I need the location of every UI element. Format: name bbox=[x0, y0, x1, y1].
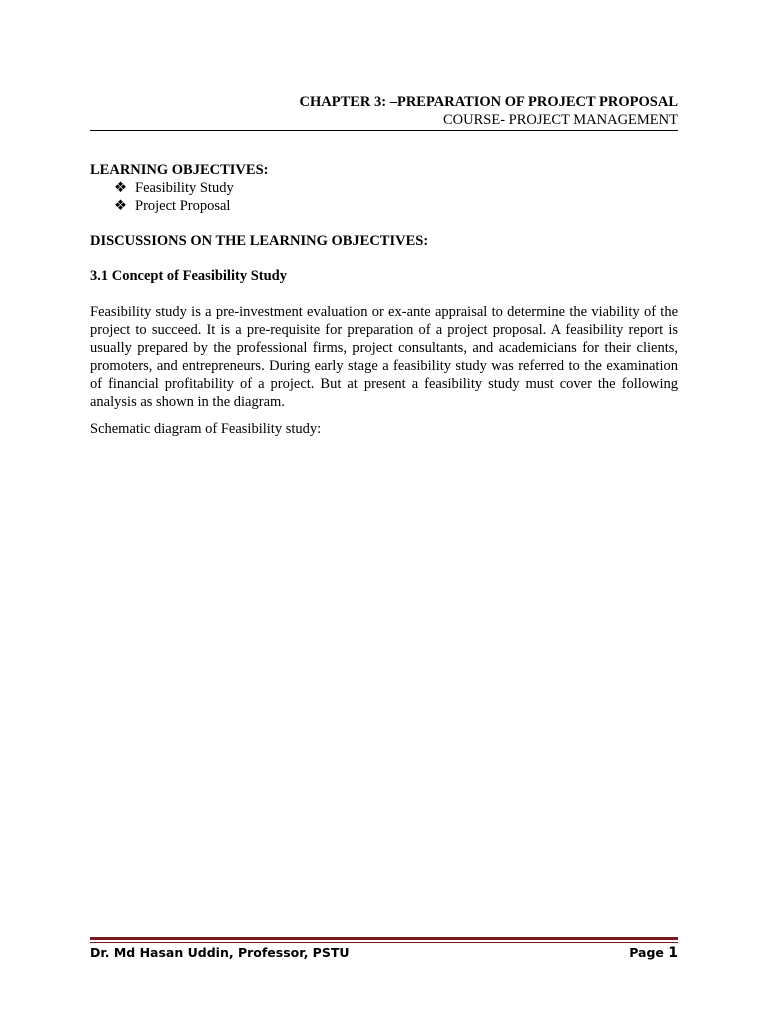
page-number: 1 bbox=[668, 945, 678, 961]
page-body bbox=[90, 161, 678, 438]
header-divider bbox=[90, 130, 678, 131]
course-title: COURSE- PROJECT MANAGEMENT bbox=[443, 112, 678, 128]
footer-divider-thin bbox=[90, 942, 678, 943]
learning-objectives-list bbox=[90, 179, 678, 215]
diamond-bullet-icon: ❖ bbox=[114, 180, 127, 196]
body-paragraph: Feasibility study is a pre-investment evaluation or ex-ante appraisal to determine the viability of the project to succeed. It is a pre-requisite for preparation of a project proposal. A feasibility report is usually prepared by the professional firms, project consultants, and academicians for their clients, promoters, and entrepreneurs. During early stage a feasibility study was referred to the examination of financial profitability of a project. But at present a feasibility study must cover the following analysis as shown in the diagram. bbox=[90, 304, 678, 410]
page-label: Page bbox=[629, 945, 664, 960]
diagram-caption: Schematic diagram of Feasibility study: bbox=[90, 421, 322, 437]
page-header bbox=[90, 93, 678, 129]
footer-author: Dr. Md Hasan Uddin, Professor, PSTU bbox=[90, 945, 350, 960]
section-heading: 3.1 Concept of Feasibility Study bbox=[90, 268, 287, 284]
list-item bbox=[114, 179, 678, 197]
list-item-label: Feasibility Study bbox=[135, 180, 234, 196]
discussions-heading: DISCUSSIONS ON THE LEARNING OBJECTIVES: bbox=[90, 233, 429, 249]
diamond-bullet-icon: ❖ bbox=[114, 198, 127, 214]
list-item-label: Project Proposal bbox=[135, 198, 231, 214]
chapter-title: CHAPTER 3: –PREPARATION OF PROJECT PROPOSAL bbox=[299, 94, 678, 110]
page-footer bbox=[90, 944, 678, 962]
learning-objectives-heading: LEARNING OBJECTIVES: bbox=[90, 162, 269, 178]
footer-divider-thick bbox=[90, 937, 678, 940]
page-number-label bbox=[629, 944, 678, 962]
list-item bbox=[114, 197, 678, 215]
